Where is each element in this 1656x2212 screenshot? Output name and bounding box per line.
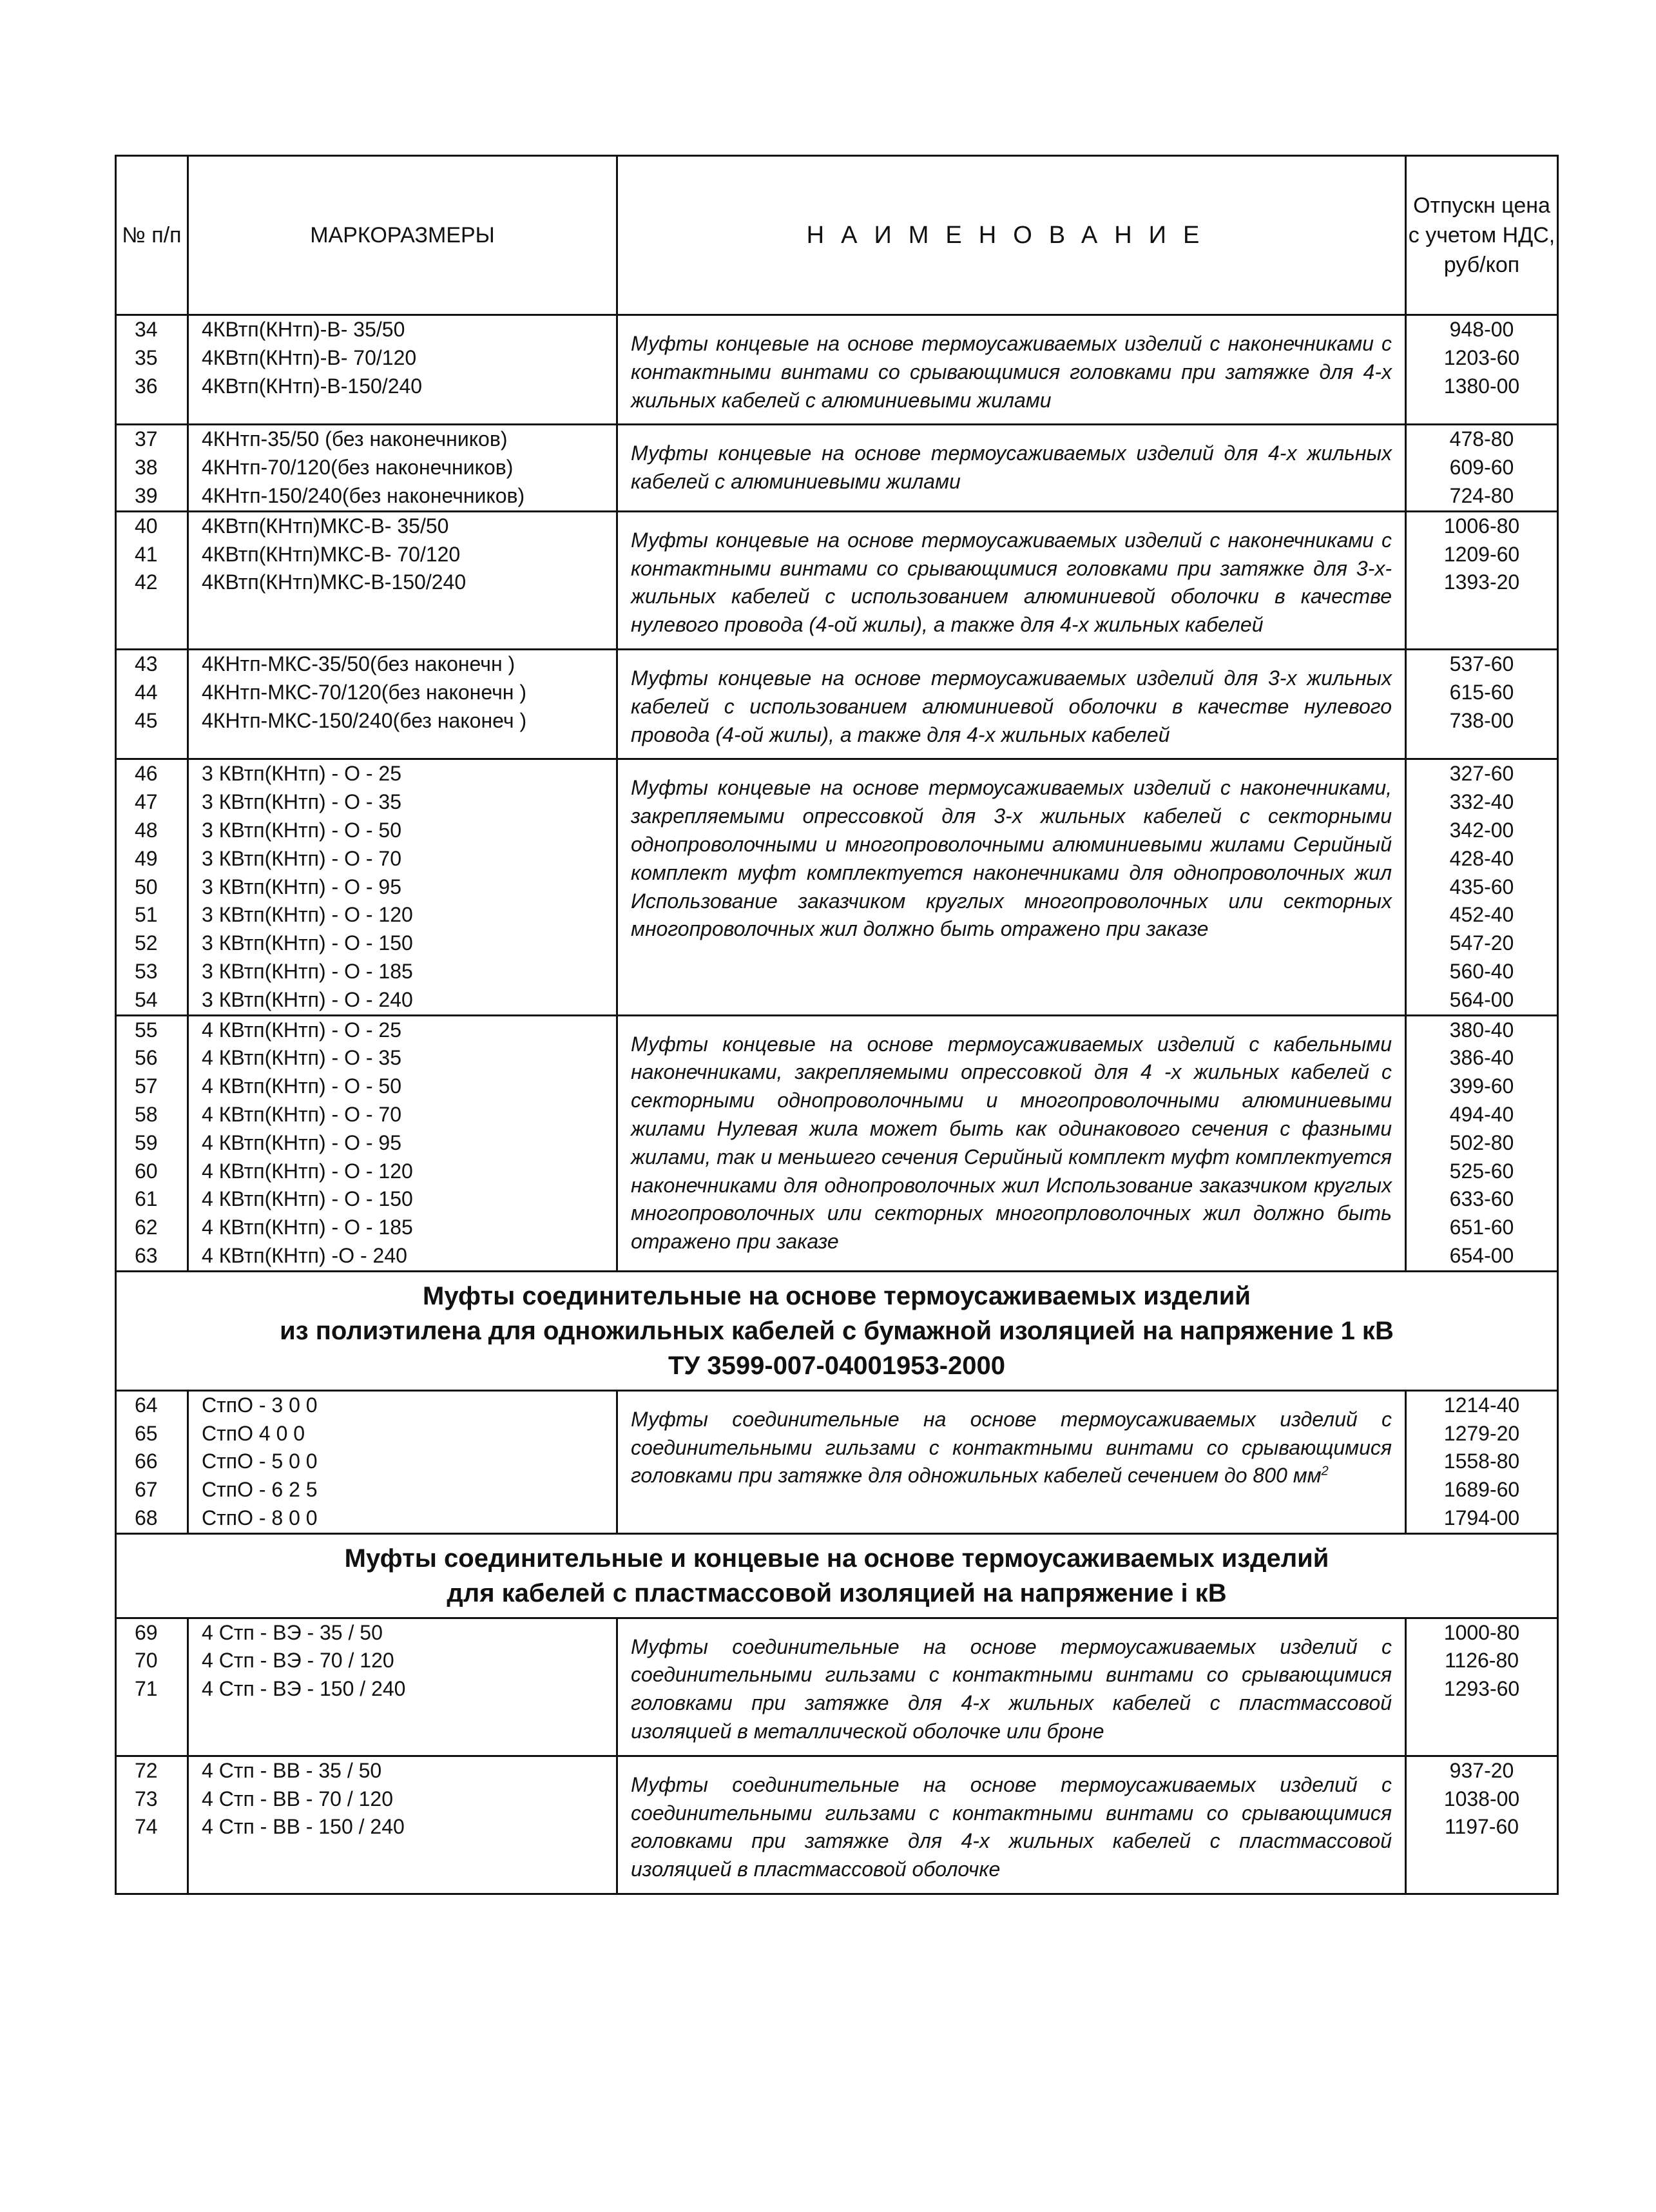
row-number-line: 62 (135, 1216, 158, 1239)
row-price-line: 1393-20 (1443, 570, 1520, 594)
table-row (116, 649, 1558, 759)
row-number-line: 34 (135, 318, 158, 341)
row-number-line: 68 (135, 1506, 158, 1529)
row-description-body: Муфты концевые на основе термоусаживаемых изделий с наконечниками с контактными винтами со срывающимися головками при затяжке для 4-х жильных кабелей с алюминиевыми жилами (631, 332, 1392, 412)
row-number-line: 70 (135, 1649, 158, 1673)
row-mark-line: 4КНтп-150/240(без наконечников) (202, 483, 525, 507)
row-price-line: 1689-60 (1443, 1478, 1520, 1502)
superscript: 2 (1321, 1464, 1329, 1479)
row-price (1406, 759, 1558, 1015)
header-number: № п/п (116, 156, 188, 315)
row-mark-line: СтпО 4 0 0 (202, 1421, 305, 1445)
section-title-line: ТУ 3599-007-04001953-2000 (668, 1351, 1006, 1380)
row-number-line: 46 (135, 762, 158, 786)
row-number-line: 44 (135, 680, 158, 704)
row-number-line: 39 (135, 483, 158, 507)
header-name: НАИМЕНОВАНИЕ (617, 156, 1406, 315)
row-price-line: 1214-40 (1443, 1393, 1520, 1417)
row-description-body: Муфты концевые на основе термоусаживаемых изделий с кабельными наконечниками, закрепляемыми опрессовкой для 4 -х жильных кабелей с секторными однопроволочными и многопроволочными алюминиевыми жилами Нулевая жила может быть как одинакового сечения с фазными жилами, так и меньшего сечения Серийный комплект муфт комплектуется наконечниками для однопроволочных жил Использование заказчиком круглых многопроволочных или секторных многопрловолочных жил должно быть отражено при заказе (631, 1032, 1392, 1254)
row-price-line: 1558-80 (1443, 1450, 1520, 1473)
row-price (1406, 1756, 1558, 1894)
row-price-line: 435-60 (1449, 875, 1514, 898)
row-price-line: 525-60 (1449, 1159, 1514, 1183)
section-row (116, 1533, 1558, 1618)
row-number (116, 1756, 188, 1894)
row-mark (188, 511, 617, 649)
table-row (116, 315, 1558, 425)
row-mark-line: 3 КВтп(КНтп) - О - 240 (202, 987, 413, 1011)
row-price-line: 342-00 (1449, 818, 1514, 842)
row-description-body: Муфты концевые на основе термоусаживаемых изделий с наконечниками с контактными винтами со срывающимися головками при затяжке для 3-х- жильных кабелей с использованием алюминиевой оболочки в качестве нулевого провода (4-ой жилы), а также для 4-х жильных кабелей (631, 528, 1392, 637)
row-description-text (631, 1406, 1392, 1490)
section-row (116, 1271, 1558, 1390)
row-number-line: 43 (135, 652, 158, 675)
row-number (116, 425, 188, 511)
row-mark-line: 4 Стп - ВЭ - 35 / 50 (202, 1620, 383, 1644)
row-number (116, 1618, 188, 1756)
row-price-line: 1293-60 (1443, 1677, 1520, 1701)
row-price-line: 738-00 (1449, 708, 1514, 732)
section-title-line: из полиэтилена для одножильных кабелей с бумажной изоляцией на напряжение 1 кВ (280, 1316, 1394, 1345)
row-price-line: 332-40 (1449, 790, 1514, 814)
row-price-line: 1038-00 (1443, 1787, 1520, 1810)
table-header-row (116, 156, 1558, 315)
row-description (617, 511, 1406, 649)
row-number-line: 61 (135, 1187, 158, 1211)
row-description-text (631, 774, 1392, 944)
row-number-line: 53 (135, 959, 158, 983)
row-description-body: Муфты соединительные на основе термоусаживаемых изделий с соединительными гильзами с контактными винтами со срывающимися головками при затяжке для одножильных кабелей сечением до 800 мм (631, 1407, 1392, 1488)
row-description-text (631, 440, 1392, 496)
row-price-line: 564-00 (1449, 987, 1514, 1011)
row-mark (188, 1756, 617, 1894)
row-mark-line: 4КВтп(КНтп)МКС-В- 35/50 (202, 514, 449, 538)
row-description (617, 1618, 1406, 1756)
row-mark-line: 4КНтп-70/120(без наконечников) (202, 456, 514, 480)
row-price-line: 1000-80 (1443, 1620, 1520, 1644)
row-mark-line: 4КВтп(КНтп)-В-150/240 (202, 374, 423, 398)
row-mark (188, 1390, 617, 1533)
row-number-line: 58 (135, 1102, 158, 1126)
row-description-body: Муфты соединительные на основе термоусаживаемых изделий с соединительными гильзами с контактными винтами со срывающимися головками при затяжке для 4-х жильных кабелей с пластмассовой изоляцией в пластмассовой оболочке (631, 1772, 1392, 1881)
section-title (116, 1271, 1558, 1390)
row-price-line: 654-00 (1449, 1243, 1514, 1267)
section-title-line: Муфты соединительные на основе термоусаживаемых изделий (423, 1281, 1251, 1310)
row-price-line: 651-60 (1449, 1216, 1514, 1239)
row-price-line: 1209-60 (1443, 542, 1520, 566)
row-price (1406, 315, 1558, 425)
row-price-line: 615-60 (1449, 680, 1514, 704)
row-mark-line: 3 КВтп(КНтп) - О - 150 (202, 931, 413, 955)
row-price-line: 948-00 (1449, 318, 1514, 341)
row-mark (188, 425, 617, 511)
row-price (1406, 511, 1558, 649)
header-mark-sizes: МАРКОРАЗМЕРЫ (188, 156, 617, 315)
header-price: Отпускн цена с учетом НДС, руб/коп (1406, 156, 1558, 315)
row-price-line: 609-60 (1449, 456, 1514, 480)
table-row (116, 759, 1558, 1015)
row-number-line: 73 (135, 1787, 158, 1810)
row-description (617, 1015, 1406, 1271)
row-mark-line: 4КВтп(КНтп)-В- 35/50 (202, 318, 405, 341)
row-number-line: 41 (135, 542, 158, 566)
row-number-line: 69 (135, 1620, 158, 1644)
row-price-line: 560-40 (1449, 959, 1514, 983)
table-row (116, 1015, 1558, 1271)
row-number-line: 67 (135, 1478, 158, 1502)
row-mark-line: СтпО - 8 0 0 (202, 1506, 318, 1529)
row-price-line: 494-40 (1449, 1102, 1514, 1126)
row-mark (188, 759, 617, 1015)
row-mark-line: 4КНтп-МКС-150/240(без наконеч ) (202, 708, 527, 732)
row-price-line: 1203-60 (1443, 345, 1520, 369)
row-mark-line: 4 КВтп(КНтп) - О - 120 (202, 1159, 413, 1183)
row-description-text (631, 1771, 1392, 1884)
row-number-line: 37 (135, 427, 158, 451)
row-mark-line: 4КНтп-35/50 (без наконечников) (202, 427, 508, 451)
row-number-line: 66 (135, 1450, 158, 1473)
section-title-line: для кабелей с пластмассовой изоляцией на напряжение i кВ (447, 1578, 1227, 1607)
row-number-line: 35 (135, 345, 158, 369)
row-description-text (631, 330, 1392, 414)
section-title-line: Муфты соединительные и концевые на основе термоусаживаемых изделий (344, 1544, 1329, 1573)
price-list-document (115, 155, 1557, 2184)
row-number-line: 64 (135, 1393, 158, 1417)
row-mark-line: 4 Стп - ВЭ - 70 / 120 (202, 1649, 394, 1673)
row-mark-line: 3 КВтп(КНтп) - О - 50 (202, 818, 401, 842)
row-number-line: 71 (135, 1677, 158, 1701)
row-number-line: 54 (135, 987, 158, 1011)
row-mark-line: 4 КВтп(КНтп) -О - 240 (202, 1243, 407, 1267)
row-number-line: 63 (135, 1243, 158, 1267)
row-mark-line: 3 КВтп(КНтп) - О - 185 (202, 959, 413, 983)
table-body-part-2 (116, 1390, 1558, 1533)
row-price-line: 327-60 (1449, 762, 1514, 786)
row-mark-line: 4 КВтп(КНтп) - О - 95 (202, 1130, 401, 1154)
row-mark-line: 4 КВтп(КНтп) - О - 25 (202, 1018, 401, 1042)
row-mark-line: 3 КВтп(КНтп) - О - 120 (202, 903, 413, 927)
row-price-line: 537-60 (1449, 652, 1514, 675)
row-description-text (631, 1633, 1392, 1746)
row-number-line: 38 (135, 456, 158, 480)
row-description-text (631, 1031, 1392, 1256)
row-description-body: Муфты концевые на основе термоусаживаемых изделий для 4-х жильных кабелей с алюминиевыми жилами (631, 441, 1392, 494)
row-mark (188, 1015, 617, 1271)
row-price (1406, 1015, 1558, 1271)
row-mark-line: 4 КВтп(КНтп) - О - 50 (202, 1074, 401, 1098)
row-mark (188, 315, 617, 425)
row-description-body: Муфты концевые на основе термоусаживаемых изделий для 3-х жильных кабелей с использованием алюминиевой оболочки в качестве нулевого провода (4-ой жилы), а также для 4-х жильных кабелей (631, 666, 1392, 746)
row-number-line: 50 (135, 875, 158, 898)
row-mark-line: СтпО - 6 2 5 (202, 1478, 318, 1502)
row-number-line: 42 (135, 570, 158, 594)
row-number-line: 60 (135, 1159, 158, 1183)
row-mark-line: 4КВтп(КНтп)-В- 70/120 (202, 345, 417, 369)
row-price-line: 633-60 (1449, 1187, 1514, 1211)
row-number-line: 65 (135, 1421, 158, 1445)
row-number-line: 47 (135, 790, 158, 814)
row-number (116, 511, 188, 649)
row-mark-line: 4 Стп - ВВ - 35 / 50 (202, 1758, 382, 1782)
row-price (1406, 425, 1558, 511)
table-row (116, 511, 1558, 649)
row-price-line: 502-80 (1449, 1130, 1514, 1154)
table-body-part-3 (116, 1618, 1558, 1894)
row-number (116, 649, 188, 759)
row-price-line: 547-20 (1449, 931, 1514, 955)
price-table (115, 155, 1559, 1895)
table-row (116, 1618, 1558, 1756)
row-description-body: Муфты концевые на основе термоусаживаемых изделий с наконечниками, закрепляемыми опрессовкой для 3-х жильных кабелей с секторными однопроволочными и многопроволочными алюминиевыми жилами Серийный комплект муфт комплектуется наконечниками для однопроволочных жил Использование заказчиком круглых многопроволочных или секторных многопроволочных жил должно быть отражено при заказе (631, 776, 1392, 941)
row-price-line: 399-60 (1449, 1074, 1514, 1098)
row-mark-line: 4 Стп - ВВ - 150 / 240 (202, 1815, 405, 1839)
row-mark-line: 4 КВтп(КНтп) - О - 70 (202, 1102, 401, 1126)
row-description (617, 1756, 1406, 1894)
row-number-line: 36 (135, 374, 158, 398)
row-mark-line: 3 КВтп(КНтп) - О - 95 (202, 875, 401, 898)
row-price-line: 937-20 (1449, 1758, 1514, 1782)
row-price-line: 478-80 (1449, 427, 1514, 451)
row-description-text (631, 665, 1392, 749)
row-description (617, 1390, 1406, 1533)
section-header-2 (116, 1533, 1558, 1618)
row-mark-line: 4КВтп(КНтп)МКС-В-150/240 (202, 570, 467, 594)
row-mark-line: 4 Стп - ВЭ - 150 / 240 (202, 1677, 406, 1701)
row-description-body: Муфты соединительные на основе термоусаживаемых изделий с соединительными гильзами с контактными винтами со срывающимися головками при затяжке для 4-х жильных кабелей с пластмассовой изоляцией в металлической оболочке или броне (631, 1635, 1392, 1743)
row-number-line: 56 (135, 1046, 158, 1070)
row-number-line: 55 (135, 1018, 158, 1042)
row-price-line: 1197-60 (1444, 1815, 1519, 1839)
row-number (116, 315, 188, 425)
row-number (116, 759, 188, 1015)
section-header-1 (116, 1271, 1558, 1390)
row-mark-line: 4КВтп(КНтп)МКС-В- 70/120 (202, 542, 461, 566)
table-row (116, 425, 1558, 511)
row-price-line: 1126-80 (1444, 1649, 1519, 1673)
row-number-line: 45 (135, 708, 158, 732)
row-price-line: 1794-00 (1443, 1506, 1520, 1529)
row-mark-line: 4 КВтп(КНтп) - О - 35 (202, 1046, 401, 1070)
row-mark-line: СтпО - 3 0 0 (202, 1393, 318, 1417)
row-price (1406, 1618, 1558, 1756)
row-number-line: 74 (135, 1815, 158, 1839)
row-mark-line: 4 КВтп(КНтп) - О - 150 (202, 1187, 413, 1211)
row-number (116, 1390, 188, 1533)
row-price-line: 380-40 (1449, 1018, 1514, 1042)
row-mark-line: 3 КВтп(КНтп) - О - 35 (202, 790, 401, 814)
row-number-line: 40 (135, 514, 158, 538)
row-description (617, 425, 1406, 511)
table-row (116, 1756, 1558, 1894)
row-number-line: 48 (135, 818, 158, 842)
row-number-line: 59 (135, 1130, 158, 1154)
row-number-line: 52 (135, 931, 158, 955)
row-mark-line: 3 КВтп(КНтп) - О - 70 (202, 846, 401, 870)
row-mark-line: СтпО - 5 0 0 (202, 1450, 318, 1473)
row-number-line: 72 (135, 1758, 158, 1782)
row-price-line: 428-40 (1449, 846, 1514, 870)
row-mark (188, 1618, 617, 1756)
row-description (617, 315, 1406, 425)
table-row (116, 1390, 1558, 1533)
row-mark-line: 4 Стп - ВВ - 70 / 120 (202, 1787, 393, 1810)
row-price-line: 1006-80 (1443, 514, 1520, 538)
row-description-text (631, 527, 1392, 639)
row-description (617, 759, 1406, 1015)
row-mark (188, 649, 617, 759)
row-price-line: 386-40 (1449, 1046, 1514, 1070)
row-number-line: 57 (135, 1074, 158, 1098)
row-number-line: 51 (135, 903, 158, 927)
row-price (1406, 1390, 1558, 1533)
row-price-line: 452-40 (1449, 903, 1514, 927)
row-price-line: 1380-00 (1443, 374, 1520, 398)
row-price-line: 724-80 (1449, 483, 1514, 507)
row-price (1406, 649, 1558, 759)
row-mark-line: 4КНтп-МКС-35/50(без наконечн ) (202, 652, 515, 675)
row-description (617, 649, 1406, 759)
row-number (116, 1015, 188, 1271)
row-number-line: 49 (135, 846, 158, 870)
section-title (116, 1533, 1558, 1618)
row-mark-line: 3 КВтп(КНтп) - О - 25 (202, 762, 401, 786)
row-mark-line: 4 КВтп(КНтп) - О - 185 (202, 1216, 413, 1239)
row-price-line: 1279-20 (1443, 1421, 1520, 1445)
row-mark-line: 4КНтп-МКС-70/120(без наконечн ) (202, 680, 526, 704)
table-body-part-1 (116, 315, 1558, 1272)
